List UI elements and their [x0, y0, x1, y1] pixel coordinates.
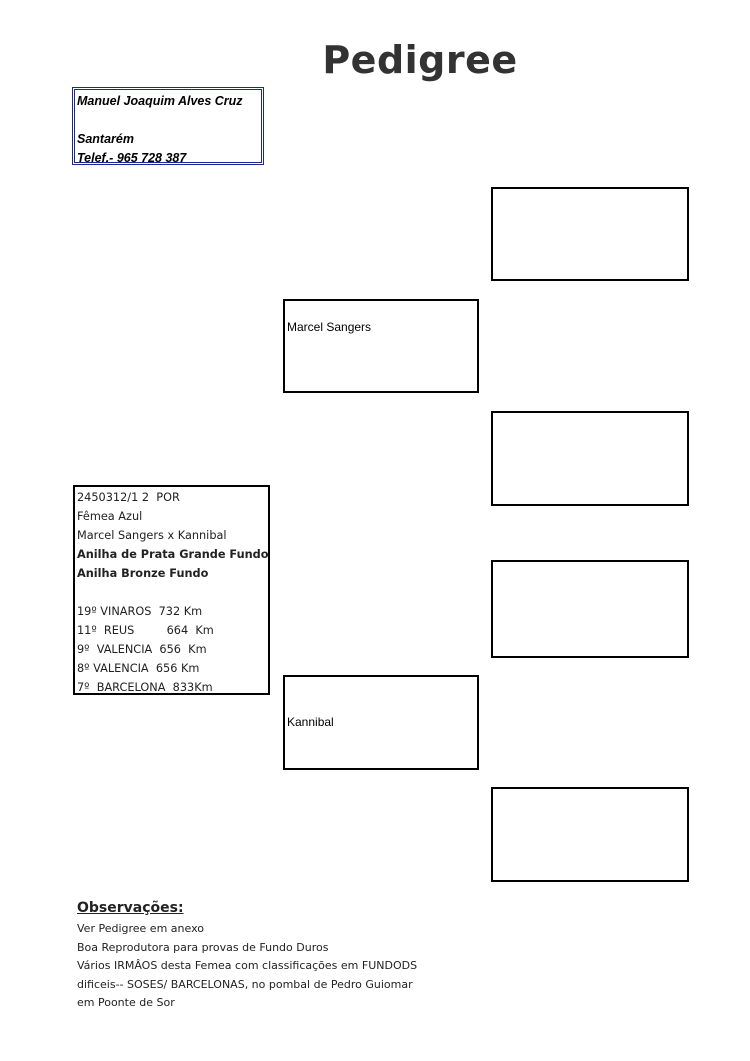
bird-sex-color: Fêmea Azul	[77, 510, 143, 523]
observations-section	[77, 900, 497, 1013]
bird-result: 9º VALENCIA 656 Km	[77, 643, 207, 656]
dam-name: Kannibal	[287, 715, 334, 729]
owner-info-box	[72, 87, 264, 165]
bird-info-box	[73, 485, 270, 695]
observation-line: dificeis-- SOSES/ BARCELONAS, no pombal de Pedro Guiomar	[77, 977, 413, 991]
observation-line: em Poonte de Sor	[77, 996, 175, 1009]
sire-name: Marcel Sangers	[287, 320, 372, 334]
dam-box	[283, 675, 479, 770]
dam-sire-box	[491, 560, 689, 658]
observation-line: Boa Reprodutora para provas de Fundo Duros	[77, 940, 329, 954]
sire-sire-box	[491, 187, 689, 281]
owner-blank-line	[77, 111, 261, 130]
owner-city: Santarém	[77, 132, 134, 146]
bird-parents: Marcel Sangers x Kannibal	[77, 529, 227, 542]
observation-line: Vários IRMÂOS desta Femea com classificações em FUNDODS	[77, 959, 418, 972]
bird-blank-line	[77, 583, 268, 602]
sire-dam-box	[491, 411, 689, 506]
bird-ring-number: 2450312/1 2 POR	[77, 491, 180, 504]
bird-result: 8º VALENCIA 656 Km	[77, 662, 200, 675]
observation-line: Ver Pedigree em anexo	[77, 922, 204, 935]
owner-phone: Telef.- 965 728 387	[77, 151, 187, 165]
bird-award-silver: Anilha de Prata Grande Fundo	[77, 548, 269, 561]
page-title: Pedigree	[322, 38, 518, 82]
bird-result: 11º REUS 664 Km	[77, 624, 214, 637]
observations-heading: Observações:	[77, 900, 184, 916]
owner-name: Manuel Joaquim Alves Cruz	[77, 94, 243, 108]
bird-result: 7º BARCELONA 833Km	[77, 681, 213, 694]
sire-box	[283, 299, 479, 393]
bird-result: 19º VINAROS 732 Km	[77, 605, 203, 618]
dam-dam-box	[491, 787, 689, 882]
bird-award-bronze: Anilha Bronze Fundo	[77, 567, 209, 580]
